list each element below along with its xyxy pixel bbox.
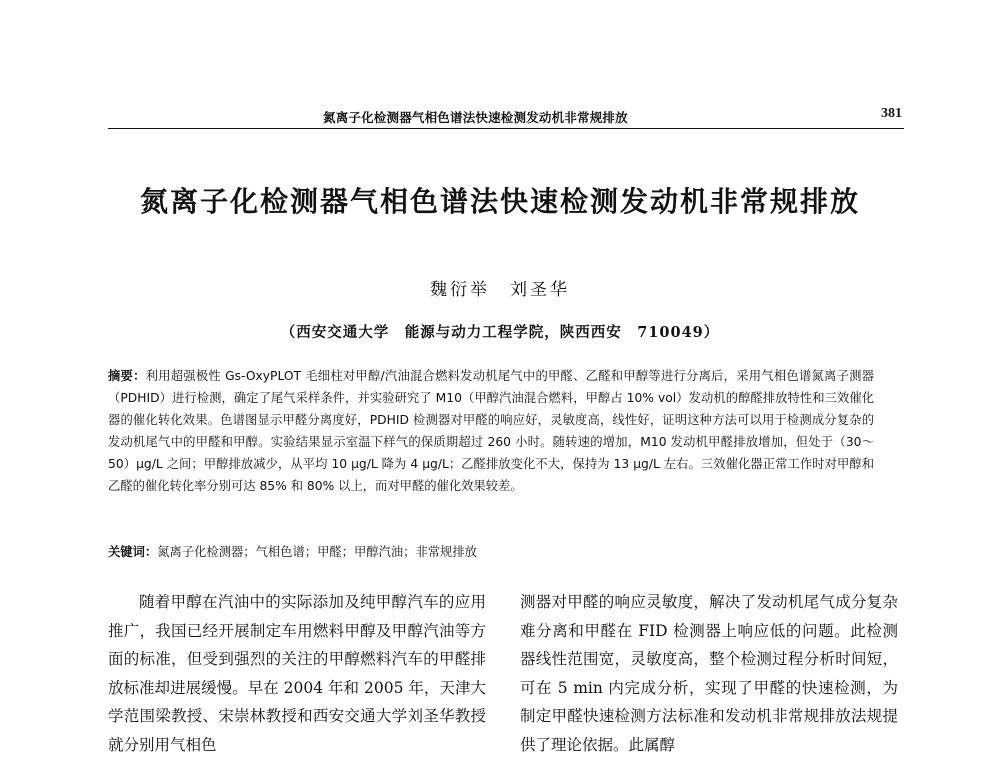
body-left-column: 随着甲醇在汽油中的实际添加及纯甲醇汽车的应用推广，我国已经开展制定车用燃料甲醇及甲醇汽油等方面的标准，但受到强烈的关注的甲醇燃料汽车的甲醛排放标准却进展缓慢。早在 2004 年和 2005 年，天津大学范围梁教授、宋崇林教授和西安交通大学刘圣华教授就分别用气相色: [108, 593, 486, 754]
keywords-text: 氮离子化检测器；气相色谱；甲醛；甲醇汽油；非常规排放: [157, 545, 477, 559]
abstract-label: 摘要：: [108, 369, 146, 383]
affiliation: （西安交通大学 能源与动力工程学院，陕西西安 710049）: [280, 324, 720, 341]
running-title: 氮离子化检测器气相色谱法快速检测发动机非常规排放: [323, 110, 628, 125]
abstract-text: 利用超强极性 Gs-OxyPLOT 毛细柱对甲醇/汽油混合燃料发动机尾气中的甲醛、乙醛和甲醇等进行分离后，采用气相色谱氮离子测器（PDHID）进行检测，确定了尾气采样条件，并实验研究了 M10（甲醇汽油混合燃料，甲醇占 10% vol）发动机的醇醛排放特性和三效催化器的催化转化效果。色谱图显示甲醛分离度好，PDHID 检测器对甲醛的响应好，灵敏度高，线性好，证明这种方法可以用于检测成分复杂的发动机尾气中的甲醛和甲醇。实验结果显示室温下样气的保质期超过 260 小时。随转速的增加，M10 发动机甲醛排放增加，但处于（30～50）μg/L 之间；甲醇排放减少，从平均 10 μg/L 降为 4 μg/L；乙醛排放变化不大，保持为 13 μg/L 左右。三效催化器正常工作时对甲醇和乙醛的催化转化率分别可达 85% 和 80% 以上，而对甲醛的催化效果较差。: [108, 369, 874, 493]
keywords: [108, 541, 874, 563]
body-right-column: 测器对甲醛的响应灵敏度，解决了发动机尾气成分复杂难分离和甲醛在 FID 检测器上响应低的问题。此检测器线性范围宽，灵敏度高，整个检测过程分析时间短，可在 5 min 内完成分析，实现了甲醛的快速检测，为制定甲醛快速检测方法标准和发动机非常规排放法规提供了理论依据。此属醇: [520, 593, 898, 754]
abstract: [108, 365, 874, 497]
keywords-label: 关键词：: [108, 545, 158, 559]
page-number: 381: [881, 106, 902, 121]
paper-title: 氮离子化检测器气相色谱法快速检测发动机非常规排放: [139, 185, 860, 218]
authors: 魏衍举 刘圣华: [430, 280, 570, 300]
running-header: [108, 106, 904, 129]
